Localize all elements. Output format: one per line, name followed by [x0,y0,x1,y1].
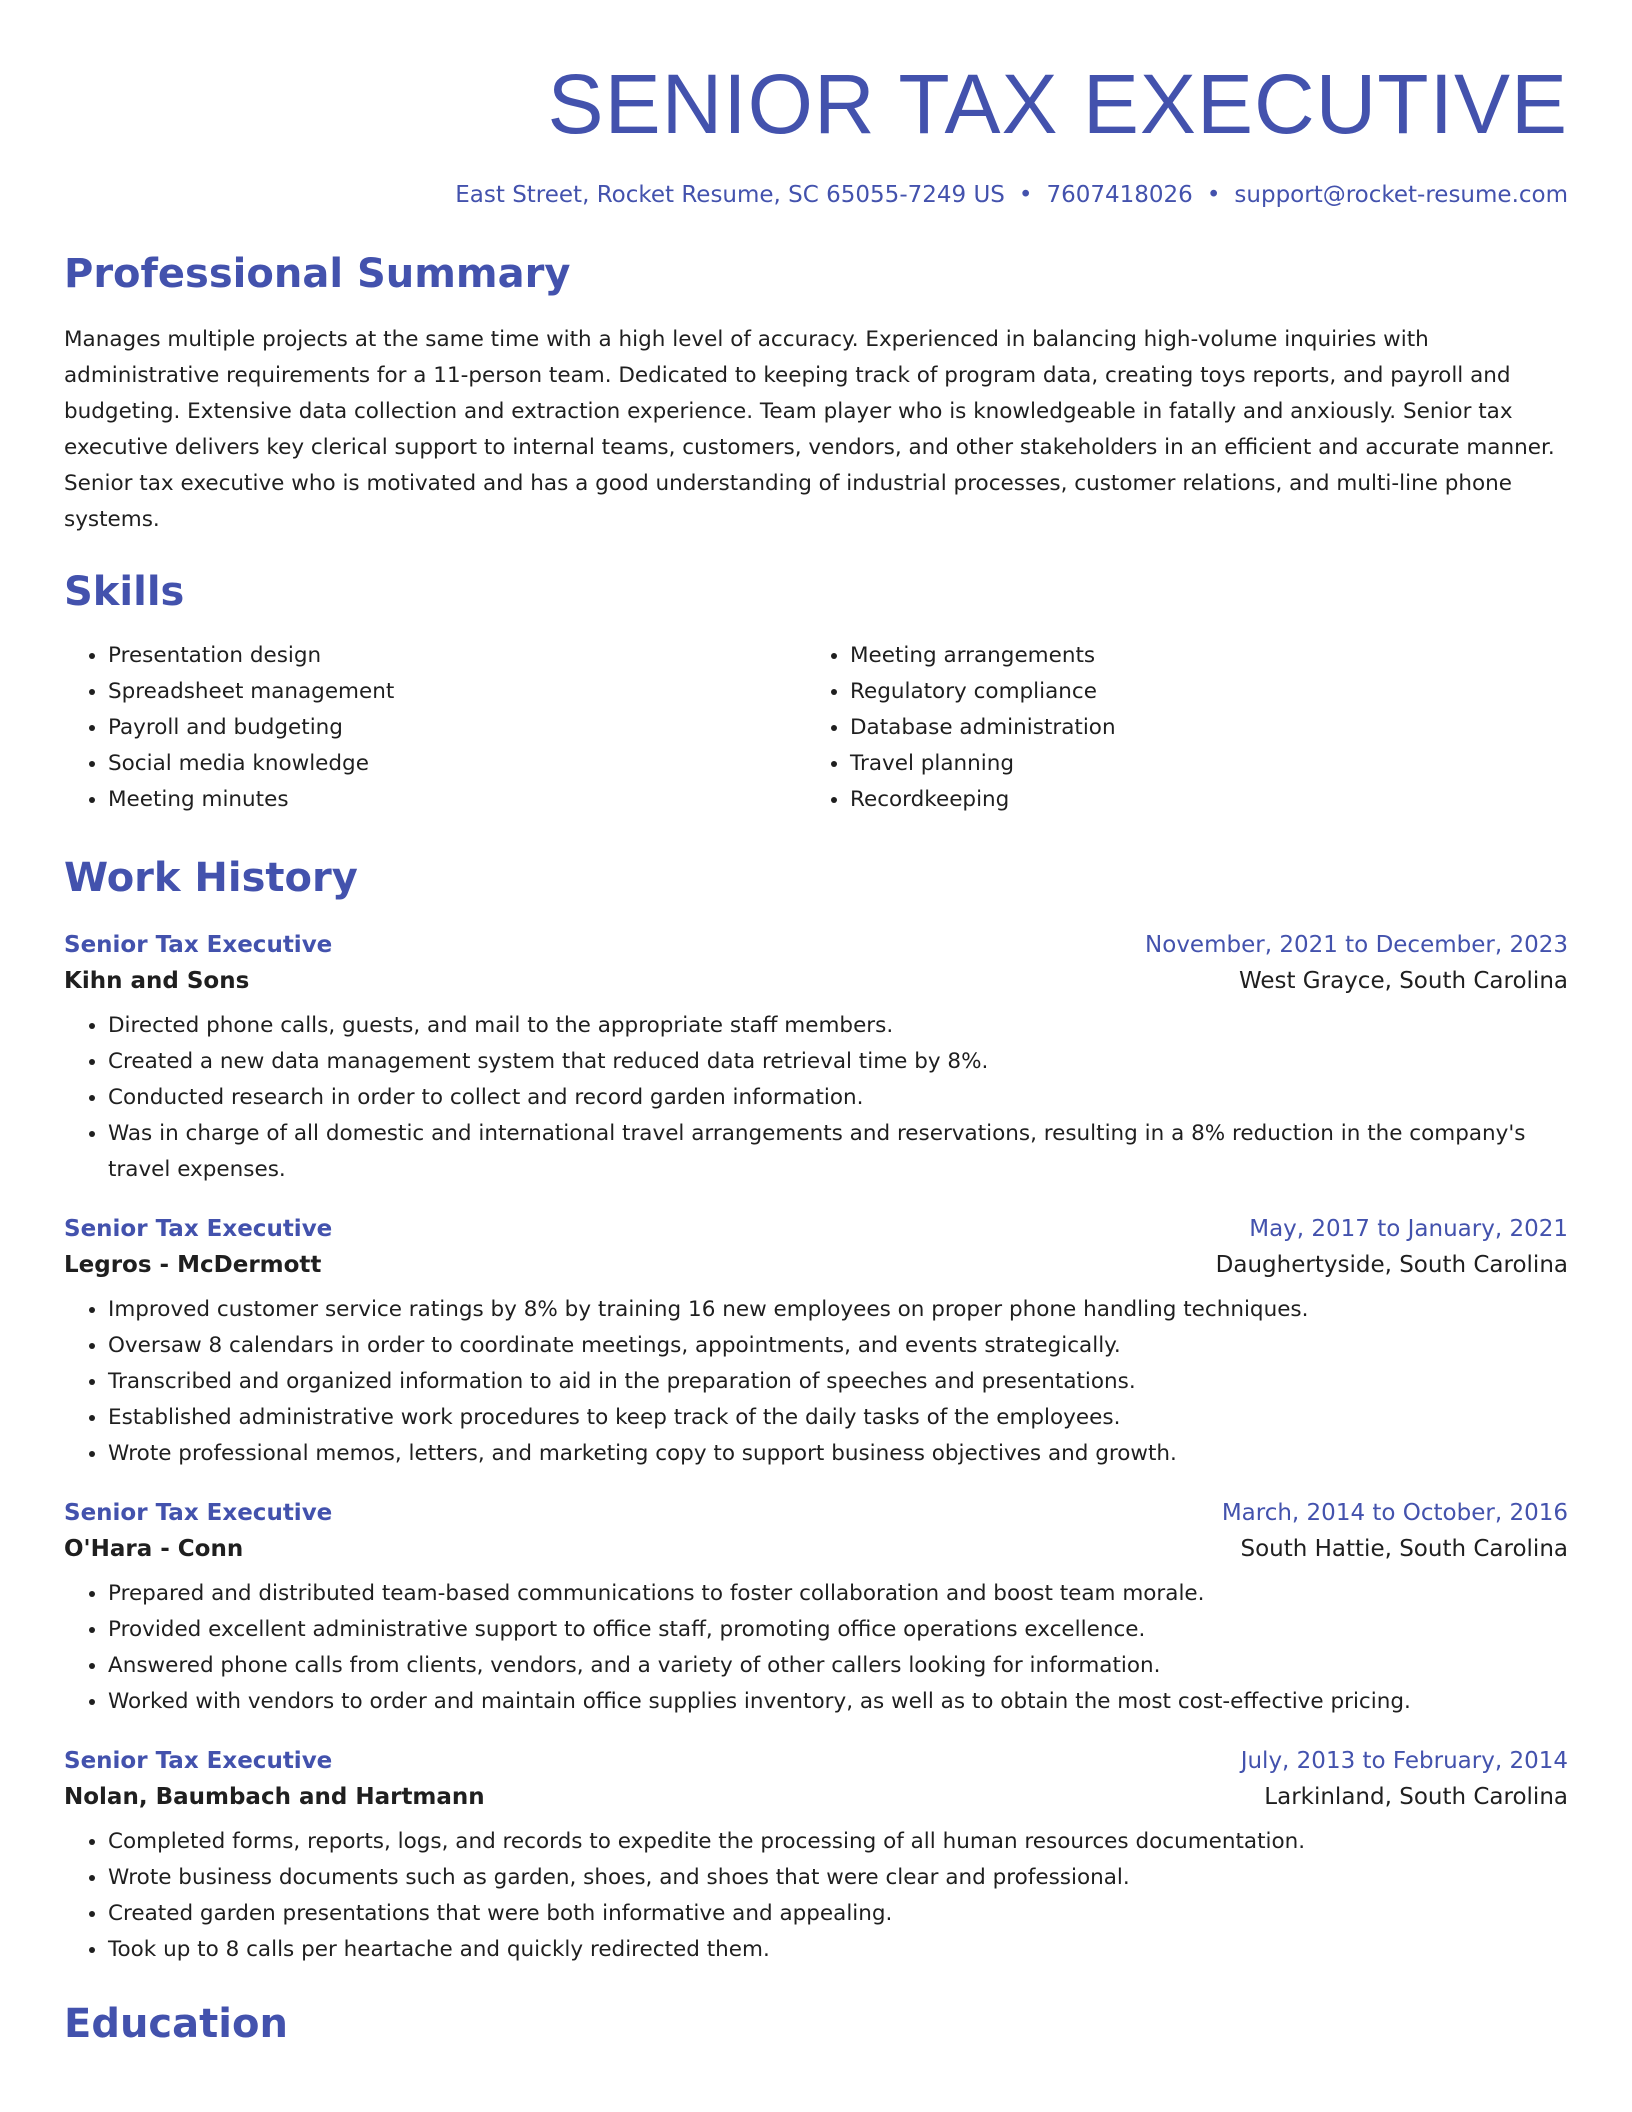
job-bullets [64,1292,1568,1472]
resume-page [64,0,1568,2047]
skills-columns [64,638,1568,818]
job-bullets [64,1008,1568,1188]
skill-item: • Payroll and budgeting [108,710,806,746]
job-bullet: • Wrote business documents such as garden, shoes, and shoes that were clear and professional. [108,1860,1568,1896]
job-bullet: • Conducted research in order to collect and record garden information. [108,1080,1568,1116]
work-history-list [64,932,1568,1968]
job-dates: November, 2021 to December, 2023 [1145,932,1568,958]
job-bullet: • Created a new data management system that reduced data retrieval time by 8%. [108,1044,1568,1080]
job-bullet: • Oversaw 8 calendars in order to coordinate meetings, appointments, and events strategically. [108,1328,1568,1364]
job-title: Senior Tax Executive [64,1748,333,1774]
job-company-row [64,1536,1568,1562]
skill-item: • Regulatory compliance [850,674,1548,710]
skill-item: • Travel planning [850,746,1548,782]
section-heading-skills: Skills [64,569,185,615]
contact-line [64,182,1568,208]
job-bullet: • Was in charge of all domestic and international travel arrangements and reservations, resulting in a 8% reduction in the company's travel expenses. [108,1116,1568,1188]
job-bullets [64,1824,1568,1968]
job-header-row [64,1748,1568,1774]
job-company-row [64,1784,1568,1810]
contact-phone: 7607418026 [1046,182,1193,208]
job-entry [64,1748,1568,1968]
skill-item: • Spreadsheet management [108,674,806,710]
job-bullet: • Provided excellent administrative support to office staff, promoting office operations excellence. [108,1612,1568,1648]
skill-item: • Database administration [850,710,1548,746]
skill-item: • Meeting minutes [108,782,806,818]
resume-title: SENIOR TAX EXECUTIVE [547,57,1568,151]
skill-item: • Meeting arrangements [850,638,1548,674]
section-heading-work-history: Work History [64,855,358,901]
job-company: Kihn and Sons [64,968,250,994]
job-bullet: • Directed phone calls, guests, and mail to the appropriate staff members. [108,1008,1568,1044]
job-location: West Grayce, South Carolina [1238,968,1568,994]
job-title: Senior Tax Executive [64,932,333,958]
job-location: South Hattie, South Carolina [1240,1536,1568,1562]
job-company-row [64,968,1568,994]
summary-text: Manages multiple projects at the same time with a high level of accuracy. Experienced in balancing high-volume inquiries with administrative requirements for a 11-person team. Dedicated to keeping track of program data, creating toys reports, and payroll and budgeting. Extensive data collection and extraction experience. Team player who is knowledgeable in fatally and anxiously. Senior tax executive delivers key clerical support to internal teams, customers, vendors, and other stakeholders in an efficient and accurate manner. Senior tax executive who is motivated and has a good understanding of industrial processes, customer relations, and multi-line phone systems. [64,327,1555,532]
contact-email: support@rocket-resume.com [1234,182,1568,208]
job-entry [64,1500,1568,1720]
job-bullet: • Prepared and distributed team-based communications to foster collaboration and boost team morale. [108,1576,1568,1612]
contact-separator: • [1206,182,1221,208]
job-bullet: • Answered phone calls from clients, vendors, and a variety of other callers looking for information. [108,1648,1568,1684]
job-header-row [64,932,1568,958]
job-bullets [64,1576,1568,1720]
job-bullet: • Completed forms, reports, logs, and records to expedite the processing of all human resources documentation. [108,1824,1568,1860]
job-dates: May, 2017 to January, 2021 [1249,1216,1568,1242]
job-title: Senior Tax Executive [64,1500,333,1526]
skills-list-left [64,638,806,818]
contact-address: East Street, Rocket Resume, SC 65055-7249 US [455,182,1005,208]
skill-item: • Recordkeeping [850,782,1548,818]
job-entry [64,1216,1568,1472]
job-entry [64,932,1568,1188]
job-bullet: • Established administrative work procedures to keep track of the daily tasks of the employees. [108,1400,1568,1436]
job-bullet: • Took up to 8 calls per heartache and quickly redirected them. [108,1932,1568,1968]
skills-list-right [806,638,1548,818]
job-bullet: • Worked with vendors to order and maintain office supplies inventory, as well as to obtain the most cost-effective pricing. [108,1684,1568,1720]
job-bullet: • Created garden presentations that were both informative and appealing. [108,1896,1568,1932]
job-company: Legros - McDermott [64,1252,322,1278]
job-company: O'Hara - Conn [64,1536,244,1562]
job-bullet: • Transcribed and organized information to aid in the preparation of speeches and presentations. [108,1364,1568,1400]
job-dates: July, 2013 to February, 2014 [1240,1748,1568,1774]
job-bullet: • Improved customer service ratings by 8% by training 16 new employees on proper phone handling techniques. [108,1292,1568,1328]
job-title: Senior Tax Executive [64,1216,333,1242]
job-location: Larkinland, South Carolina [1264,1784,1568,1810]
contact-separator: • [1018,182,1033,208]
job-dates: March, 2014 to October, 2016 [1221,1500,1568,1526]
job-bullet: • Wrote professional memos, letters, and marketing copy to support business objectives and growth. [108,1436,1568,1472]
job-location: Daughertyside, South Carolina [1215,1252,1568,1278]
section-heading-education: Education [64,2001,288,2047]
job-header-row [64,1216,1568,1242]
skill-item: • Social media knowledge [108,746,806,782]
section-heading-summary: Professional Summary [64,251,571,297]
job-company: Nolan, Baumbach and Hartmann [64,1784,485,1810]
job-company-row [64,1252,1568,1278]
skill-item: • Presentation design [108,638,806,674]
job-header-row [64,1500,1568,1526]
